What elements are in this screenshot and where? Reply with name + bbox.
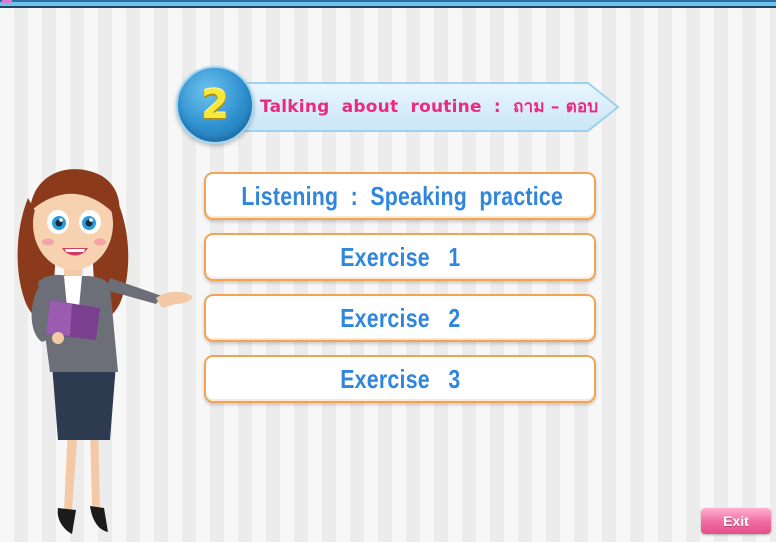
- lesson-number: 2: [201, 82, 229, 128]
- menu-item-label: Exercise 1: [339, 242, 461, 272]
- exercise-1-button[interactable]: [204, 233, 596, 281]
- menu-item-label: Exercise 3: [339, 364, 461, 394]
- lesson-banner: [176, 66, 622, 150]
- top-border-accent: [2, 0, 12, 3]
- exercise-3-button[interactable]: [204, 355, 596, 403]
- menu-item-label: Listening : Speaking practice: [241, 181, 564, 211]
- top-border: [0, 0, 776, 8]
- exercise-2-button[interactable]: [204, 294, 596, 342]
- lesson-title: Talking about routine : ถาม – ตอบ: [260, 97, 599, 117]
- exit-button[interactable]: Exit: [701, 508, 771, 534]
- teacher-character-icon: [6, 158, 202, 540]
- lesson-number-badge: [176, 66, 254, 144]
- listening-speaking-practice-button[interactable]: [204, 172, 596, 220]
- menu-item-label: Exercise 2: [339, 303, 461, 333]
